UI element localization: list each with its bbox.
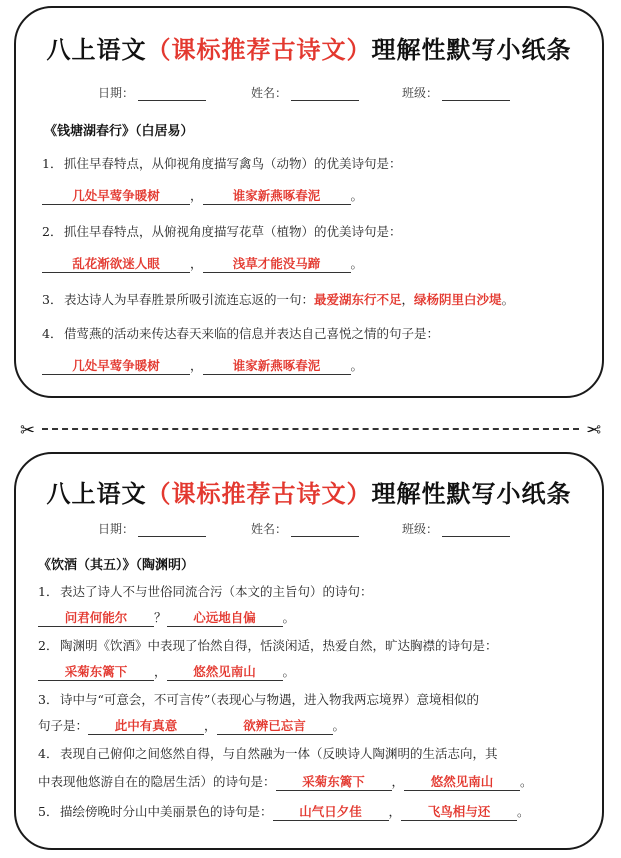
- answer-1: [42, 186, 363, 205]
- question-number: 4．: [42, 326, 63, 341]
- question-text-cont: 中表现他悠游自在的隐居生活）的诗句是：: [38, 774, 276, 789]
- title-prefix: 八上语文: [46, 35, 147, 64]
- punct: ，: [190, 256, 203, 271]
- punct: 。: [520, 774, 533, 789]
- answer-blank: 几处早莺争暖树: [42, 356, 190, 375]
- answer-4: [38, 772, 533, 791]
- answer-blank: 悠然见南山: [167, 662, 283, 681]
- date-label: 日期：: [98, 522, 135, 536]
- class-label: 班级：: [402, 522, 439, 536]
- answer-blank: 乱花渐欲迷人眼: [42, 254, 190, 273]
- question-3: [38, 690, 479, 708]
- date-field[interactable]: [98, 84, 206, 101]
- question-number: 4．: [38, 746, 59, 761]
- answer-text: 绿杨阴里白沙堤: [414, 292, 502, 307]
- card-title: [16, 474, 602, 509]
- punct: ，: [401, 292, 415, 307]
- answer-blank: 此中有真意: [88, 716, 204, 735]
- note-card-1: [14, 6, 604, 398]
- date-blank[interactable]: [138, 524, 206, 537]
- cut-line: [20, 420, 601, 441]
- answer-text: 最爱湖东行不足: [314, 292, 402, 307]
- answer-blank: 浅草才能没马蹄: [203, 254, 351, 273]
- answer-4: [42, 356, 363, 375]
- punct: 。: [350, 256, 364, 271]
- question-number: 3．: [42, 292, 63, 307]
- question-number: 3．: [38, 692, 59, 707]
- answer-blank: 悠然见南山: [404, 772, 520, 791]
- punct: 。: [501, 292, 515, 307]
- answer-blank: 几处早莺争暖树: [42, 186, 190, 205]
- answer-1: [38, 608, 295, 627]
- question-text: 抓住早春特点，从仰视角度描写禽鸟（动物）的优美诗句是：: [64, 156, 402, 171]
- class-field[interactable]: [402, 520, 510, 537]
- card-title: [16, 30, 602, 65]
- question-number: 1．: [42, 156, 63, 171]
- question-3: [42, 290, 514, 308]
- punct: 。: [517, 804, 530, 819]
- punct: 。: [350, 188, 364, 203]
- name-blank[interactable]: [291, 88, 359, 101]
- question-number: 5．: [38, 804, 59, 819]
- question-1: [42, 154, 402, 172]
- question-5: [38, 802, 530, 821]
- question-text: 描绘傍晚时分山中美丽景色的诗句是：: [60, 804, 273, 819]
- date-blank[interactable]: [138, 88, 206, 101]
- question-number: 1．: [38, 584, 59, 599]
- punct: 。: [282, 610, 296, 625]
- name-label: 姓名：: [251, 86, 288, 100]
- answer-blank: 采菊东篱下: [276, 772, 392, 791]
- poem-title: 《钱塘湖春行》（白居易）: [44, 124, 194, 139]
- punct: ，: [190, 358, 203, 373]
- answer-2: [42, 254, 363, 273]
- class-blank[interactable]: [442, 88, 510, 101]
- answer-2: [38, 662, 295, 681]
- date-label: 日期：: [98, 86, 135, 100]
- question-number: 2．: [42, 224, 63, 239]
- answer-blank: 飞鸟相与还: [401, 802, 517, 821]
- title-suffix: 理解性默写小纸条: [371, 479, 572, 508]
- dashed-divider: [42, 428, 579, 430]
- note-card-2: [14, 452, 604, 850]
- answer-blank: 谁家新燕啄春泥: [203, 186, 351, 205]
- class-label: 班级：: [402, 86, 439, 100]
- question-4: [38, 744, 498, 762]
- date-field[interactable]: [98, 520, 206, 537]
- name-blank[interactable]: [291, 524, 359, 537]
- punct: ，: [391, 774, 405, 789]
- punct: ，: [204, 718, 217, 733]
- question-number: 2．: [38, 638, 59, 653]
- punct: 。: [350, 358, 364, 373]
- name-label: 姓名：: [251, 522, 288, 536]
- answer-blank: 谁家新燕啄春泥: [203, 356, 351, 375]
- punct: 。: [282, 664, 296, 679]
- question-text: 表达诗人为早春胜景所吸引流连忘返的一句：: [64, 292, 315, 307]
- question-2: [38, 636, 498, 654]
- answer-blank: 心远地自偏: [167, 608, 283, 627]
- title-red-part: （课标推荐古诗文）: [146, 479, 372, 508]
- question-1: [38, 582, 373, 600]
- punct: ，: [154, 664, 167, 679]
- title-red-part: （课标推荐古诗文）: [146, 35, 372, 64]
- question-4: [42, 324, 439, 342]
- punct: ，: [190, 188, 203, 203]
- name-field[interactable]: [251, 84, 359, 101]
- punct: ？: [154, 610, 167, 625]
- answer-blank: 山气日夕佳: [273, 802, 389, 821]
- question-2: [42, 222, 402, 240]
- punct: 。: [332, 718, 346, 733]
- question-text: 借莺燕的活动来传达春天来临的信息并表达自己喜悦之情的句子是：: [64, 326, 440, 341]
- question-text: 诗中与“可意会，不可言传”（表现心与物遇，进入物我两忘境界）意境相似的: [60, 692, 480, 707]
- answer-blank: 欲辨已忘言: [217, 716, 333, 735]
- question-text: 表现自己俯仰之间悠然自得，与自然融为一体（反映诗人陶渊明的生活志向，其: [60, 746, 498, 761]
- name-field[interactable]: [251, 520, 359, 537]
- question-text: 表达了诗人不与世俗同流合污（本文的主旨句）的诗句：: [60, 584, 373, 599]
- answer-3: [38, 716, 345, 735]
- answer-blank: 采菊东篱下: [38, 662, 154, 681]
- class-blank[interactable]: [442, 524, 510, 537]
- question-text-cont: 句子是：: [38, 718, 89, 733]
- class-field[interactable]: [402, 84, 510, 101]
- punct: ，: [388, 804, 402, 819]
- question-text: 抓住早春特点，从俯视角度描写花草（植物）的优美诗句是：: [64, 224, 402, 239]
- title-suffix: 理解性默写小纸条: [371, 35, 572, 64]
- question-text: 陶渊明《饮酒》中表现了怡然自得，恬淡闲适，热爱自然，旷达胸襟的诗句是：: [60, 638, 498, 653]
- title-prefix: 八上语文: [46, 479, 147, 508]
- scissors-icon: ✂: [20, 420, 36, 441]
- answer-blank: 问君何能尔: [38, 608, 154, 627]
- scissors-icon: ✂: [585, 420, 601, 441]
- poem-title: 《饮酒（其五）》（陶渊明）: [38, 558, 195, 573]
